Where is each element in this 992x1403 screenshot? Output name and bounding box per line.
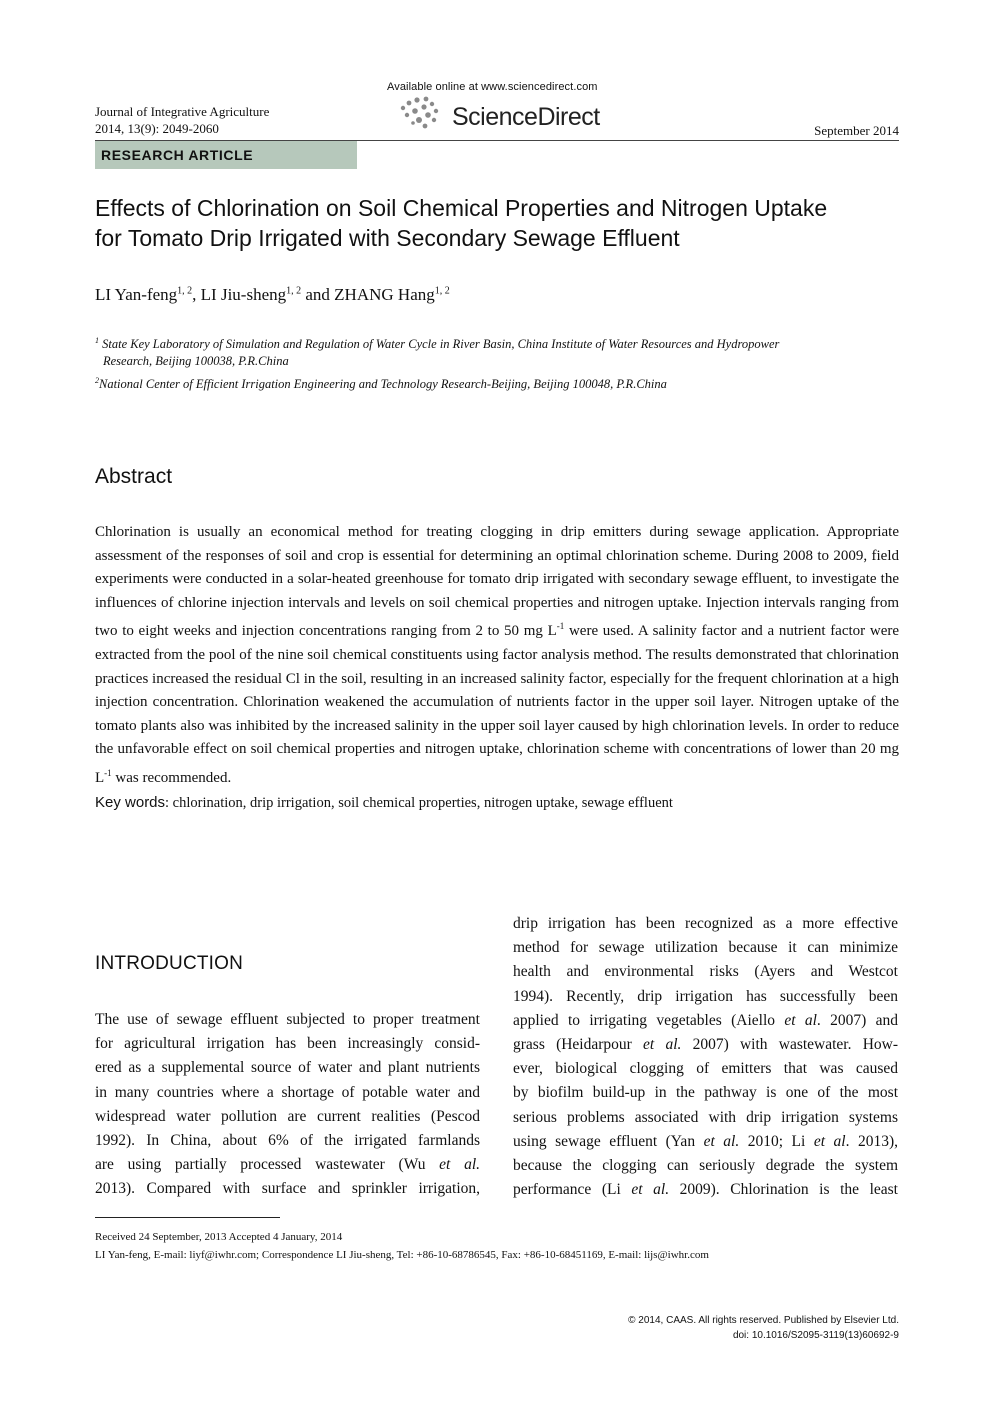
intro-line: because the clogging can seriously degrade the system bbox=[513, 1157, 898, 1175]
keywords bbox=[95, 794, 673, 812]
intro-line: health and environmental risks (Ayers and Westcot bbox=[513, 963, 898, 981]
intro-text: using sewage effluent (Yan bbox=[513, 1132, 704, 1150]
citation-etal: et al. bbox=[703, 1132, 740, 1150]
copyright-notice: © 2014, CAAS. All rights reserved. Published by Elsevier Ltd. bbox=[628, 1315, 899, 1326]
intro-text: . 2013), bbox=[845, 1132, 898, 1150]
author-affil-mark: 1, 2 bbox=[286, 285, 302, 297]
unit-superscript: -1 bbox=[556, 621, 565, 632]
intro-text: performance (Li bbox=[513, 1181, 632, 1199]
keywords-label: Key words bbox=[95, 794, 166, 811]
journal-issue: 2014, 13(9): 2049-2060 bbox=[95, 121, 219, 136]
abstract-text: were used. A salinity factor and a nutrient factor were extracted from the pool of the nine soil chemical constituents using factor analysis method. The results demonstrated that chlorination practices increased the residual Cl in the soil, resulting in an increased salinity factor, especially for the frequent chlorination at a high injection concentration. Chlorination weakened the accumulation of nutrients factor in the upper soil layer. Nitrogen uptake of the tomato plants also was inhibited by the increased salinity in the upper soil layer caused by high chlorination levels. In order to reduce the unfavorable effect on soil chemical properties and nitrogen uptake, chlorination scheme with concentrations of lower than 20 mg L bbox=[95, 623, 899, 786]
abstract-body bbox=[95, 521, 899, 791]
intro-line: 2013). Compared with surface and sprinkler irrigation, bbox=[95, 1180, 480, 1198]
author-separator: , bbox=[192, 285, 201, 304]
intro-left-column bbox=[95, 1008, 480, 1202]
intro-text: 2007) with wastewater. How- bbox=[681, 1036, 899, 1054]
intro-text: grass (Heidarpour bbox=[513, 1036, 644, 1054]
author-affil-mark: 1, 2 bbox=[434, 285, 450, 297]
sciencedirect-wordmark: ScienceDirect bbox=[452, 103, 600, 131]
author-name: ZHANG Hang bbox=[334, 285, 435, 304]
footnote-divider bbox=[95, 1217, 280, 1218]
article-title-line1: Effects of Chlorination on Soil Chemical Properties and Nitrogen Uptake bbox=[95, 195, 828, 221]
citation-etal: et al. bbox=[631, 1181, 670, 1199]
intro-line: widespread water pollution are current realities (Pescod bbox=[95, 1107, 480, 1125]
intro-line: in many countries where a shortage of potable water and bbox=[95, 1083, 480, 1101]
intro-text: 2009). Chlorination is the least bbox=[669, 1181, 898, 1199]
intro-line: for agricultural irrigation has been increasingly consid- bbox=[95, 1035, 480, 1053]
affiliation-text: National Center of Efficient Irrigation Engineering and Technology Research-Beijing, Beijing 100048, P.R.China bbox=[99, 377, 667, 392]
intro-line bbox=[95, 1153, 480, 1177]
abstract-heading: Abstract bbox=[95, 465, 173, 488]
affiliation-text: State Key Laboratory of Simulation and Regulation of Water Cycle in River Basin, China Institute of Water Resources and Hydropower bbox=[102, 337, 780, 352]
citation-etal: et al. bbox=[439, 1156, 480, 1174]
intro-line: method for sewage utilization because it can minimize bbox=[513, 939, 898, 957]
issue-date: September 2014 bbox=[814, 123, 899, 138]
citation-etal: et al. bbox=[643, 1036, 682, 1054]
intro-line: ever, biological clogging of emitters that was caused bbox=[513, 1060, 898, 1078]
author-contact: LI Yan-feng, E-mail: liyf@iwhr.com; Correspondence LI Jiu-sheng, Tel: +86-10-68786545, Fax: +86-10-68451169, E-mail: lijs@iwhr.com bbox=[95, 1249, 709, 1261]
citation-etal: et al bbox=[813, 1132, 846, 1150]
intro-right-column bbox=[513, 912, 898, 1202]
article-type-badge: RESEARCH ARTICLE bbox=[95, 141, 357, 169]
intro-line bbox=[513, 1130, 898, 1154]
author-name: LI Yan-feng bbox=[95, 285, 178, 304]
intro-text: . 2007) and bbox=[816, 1011, 898, 1029]
affiliation-2 bbox=[95, 371, 667, 394]
journal-name: Journal of Integrative Agriculture bbox=[95, 104, 270, 119]
intro-line: 1992). In China, about 6% of the irrigated farmlands bbox=[95, 1132, 480, 1150]
intro-line: drip irrigation has been recognized as a more effective bbox=[513, 915, 898, 932]
doi: doi: 10.1016/S2095-3119(13)60692-9 bbox=[732, 1330, 899, 1341]
affiliation-mark: 2 bbox=[95, 376, 99, 385]
intro-line bbox=[513, 1033, 898, 1057]
intro-line: ered as a supplemental source of water and plant nutrients bbox=[95, 1059, 480, 1077]
intro-line bbox=[513, 1178, 898, 1202]
sciencedirect-logo-icon bbox=[398, 95, 448, 131]
intro-line: by biofilm build-up in the pathway is one of the most bbox=[513, 1084, 898, 1102]
author-name: LI Jiu-sheng bbox=[200, 285, 287, 304]
keywords-list: : chlorination, drip irrigation, soil chemical properties, nitrogen uptake, sewage effluent bbox=[165, 795, 673, 811]
article-title-line2: for Tomato Drip Irrigated with Secondary Sewage Effluent bbox=[95, 225, 680, 251]
abstract-text: Chlorination is usually an economical method for treating clogging in drip emitters during sewage application. Appropriate assessment of the responses of soil and crop is essential for determining an optimal chlorination scheme. During 2008 to 2009, field experiments were conducted in a solar-heated greenhouse for tomato drip irrigated with secondary sewage effluent, to investigate the influences of chlorine injection intervals and levels on soil chemical properties and nitrogen uptake. Injection intervals ranging from two to eight weeks and injection concentrations ranging from 2 to 50 mg L bbox=[95, 524, 899, 640]
intro-text: are using partially processed wastewater (Wu bbox=[95, 1156, 440, 1174]
received-accepted-dates: Received 24 September, 2013 Accepted 4 January, 2014 bbox=[95, 1231, 343, 1243]
unit-superscript: -1 bbox=[104, 767, 112, 778]
author-separator: and bbox=[301, 285, 335, 304]
author-affil-mark: 1, 2 bbox=[177, 285, 193, 297]
introduction-heading: INTRODUCTION bbox=[95, 953, 244, 974]
abstract-text: was recommended. bbox=[111, 769, 232, 786]
affiliation-mark: 1 bbox=[95, 336, 99, 345]
affiliation-1-cont: Research, Beijing 100038, P.R.China bbox=[103, 354, 289, 368]
available-online-text: Available online at www.sciencedirect.com bbox=[387, 81, 598, 93]
intro-line: The use of sewage effluent subjected to proper treatment bbox=[95, 1011, 480, 1028]
citation-etal: et al bbox=[784, 1011, 817, 1029]
author-list bbox=[95, 285, 450, 305]
intro-line: serious problems associated with drip irrigation systems bbox=[513, 1108, 898, 1126]
intro-line: 1994). Recently, drip irrigation has successfully been bbox=[513, 987, 898, 1005]
intro-text: applied to irrigating vegetables (Aiello bbox=[513, 1011, 785, 1029]
intro-text: 2010; Li bbox=[739, 1132, 814, 1150]
intro-line bbox=[513, 1009, 898, 1033]
